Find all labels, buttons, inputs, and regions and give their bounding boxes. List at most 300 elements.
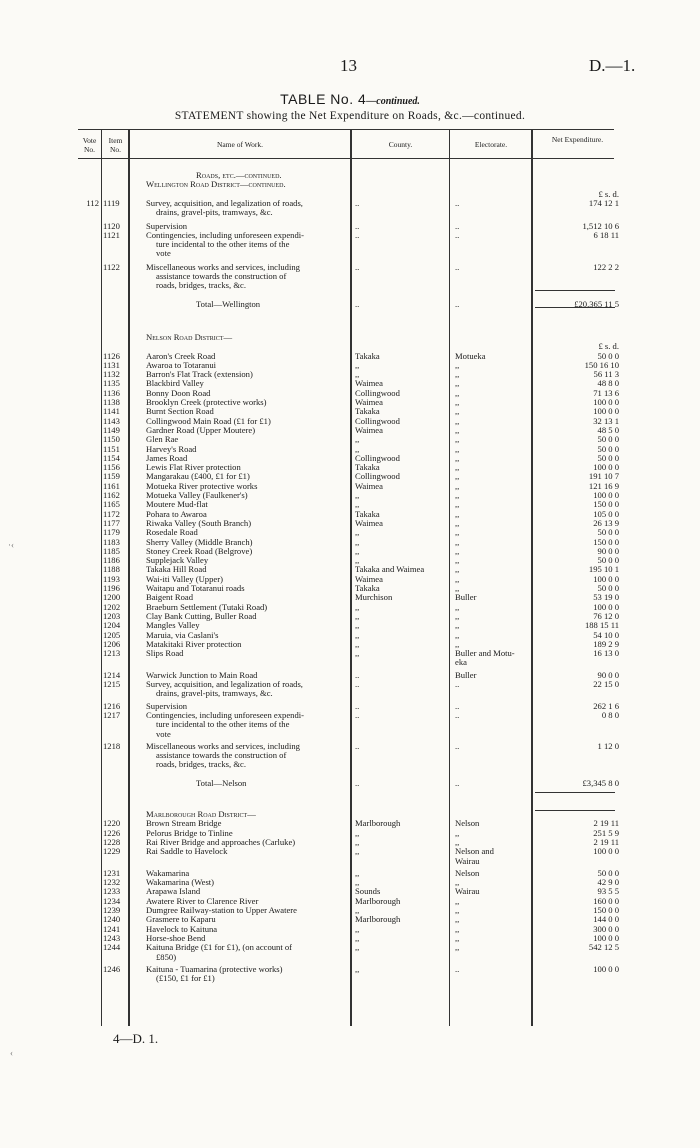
work-name: Barron's Flat Track (extension): [146, 369, 253, 380]
table-top-rule: [78, 129, 614, 130]
work-name: drains, gravel-pits, tramways, &c.: [156, 688, 273, 699]
electorate: Nelson: [455, 818, 480, 829]
work-name: Motueka River protective works: [146, 480, 258, 491]
county: ,,: [355, 499, 360, 510]
electorate: ,,: [455, 629, 460, 640]
margin-mark: ‹: [10, 1048, 13, 1058]
item-number: 1200: [103, 592, 121, 603]
work-name: Waitapu and Totaranui roads: [146, 583, 245, 593]
electorate: ,,: [455, 923, 460, 934]
county: ,,: [355, 601, 360, 612]
net-expenditure: 2 19 11: [593, 818, 619, 829]
table-row: [0, 240, 700, 249]
electorate: ,,: [455, 914, 460, 925]
work-name: ture incidental to the other items of the: [156, 239, 290, 250]
item-number: 1196: [103, 583, 120, 593]
work-name: Miscellaneous works and services, including: [146, 261, 300, 272]
work-name: Havelock to Kaituna: [146, 923, 218, 934]
net-expenditure: 100 0 0: [593, 397, 619, 407]
work-name: Wai-iti Valley (Upper): [146, 573, 223, 584]
county: Waimea: [355, 573, 383, 584]
table-row: [0, 333, 700, 342]
work-name: Mangarakau (£400, £1 for £1): [146, 471, 250, 482]
county: ..: [355, 777, 360, 788]
work-name: Matakitaki River protection: [146, 638, 242, 649]
net-expenditure: 53 19 0: [593, 592, 619, 603]
county: Waimea: [355, 517, 383, 528]
net-expenditure: 16 13 0: [593, 648, 619, 659]
county: ,,: [355, 905, 360, 915]
work-name: Rai River Bridge and approaches (Carluke): [146, 836, 296, 847]
net-expenditure: 150 16 10: [584, 359, 619, 370]
work-name: Brooklyn Creek (protective works): [146, 397, 267, 407]
electorate: Buller: [455, 592, 477, 603]
county: ..: [355, 700, 360, 711]
item-number: 1193: [103, 573, 120, 584]
county: ,,: [355, 629, 360, 640]
net-expenditure: 100 0 0: [593, 846, 619, 857]
item-number: 1165: [103, 499, 120, 510]
work-name: Horse-shoe Bend: [146, 932, 206, 943]
net-expenditure: 50 0 0: [597, 867, 619, 878]
electorate: ,,: [455, 827, 460, 838]
electorate: ,,: [455, 424, 460, 435]
work-name: Clay Bank Cutting, Buller Road: [146, 610, 257, 621]
work-name: Baigent Road: [146, 592, 194, 603]
item-number: 1120: [103, 220, 120, 231]
item-number: 1122: [103, 261, 120, 272]
electorate: ,,: [455, 508, 460, 519]
net-expenditure: 50 0 0: [597, 350, 619, 361]
county: Marlborough: [355, 914, 401, 925]
net-expenditure: £20,365 11 5: [574, 298, 619, 309]
electorate: Nelson: [455, 867, 480, 878]
item-number: 1143: [103, 415, 120, 426]
item-number: 1119: [103, 197, 120, 208]
net-expenditure: 22 15 0: [593, 679, 619, 689]
electorate: eka: [455, 657, 467, 668]
table-row: [0, 171, 700, 180]
county: ,,: [355, 369, 360, 380]
electorate: ..: [455, 220, 460, 231]
net-expenditure: 100 0 0: [593, 963, 619, 974]
work-name: Supplejack Valley: [146, 555, 209, 566]
county: ,,: [355, 846, 360, 857]
net-expenditure: 195 10 1: [588, 564, 619, 575]
table-row: [0, 720, 700, 729]
electorate: ,,: [455, 452, 460, 463]
item-number: 1162: [103, 490, 120, 500]
item-number: 1186: [103, 555, 120, 566]
work-name: assistance towards the construction of: [156, 750, 287, 761]
work-name: Motueka Valley (Faulkener's): [146, 490, 248, 500]
county: ,,: [355, 443, 360, 454]
table-row: [0, 819, 700, 828]
work-name: assistance towards the construction of: [156, 271, 287, 281]
county: ..: [355, 220, 360, 231]
electorate: ..: [455, 709, 460, 720]
header-item: Item No.: [108, 136, 123, 154]
net-expenditure: 100 0 0: [593, 573, 619, 584]
table-row: [0, 943, 700, 952]
county: Collingwood: [355, 415, 400, 426]
county: Takaka: [355, 583, 380, 593]
work-name: Maruia, via Caslani's: [146, 629, 219, 640]
net-expenditure: 160 0 0: [593, 895, 619, 906]
net-expenditure: 251 5 9: [593, 827, 619, 838]
work-name: Arapawa Island: [146, 886, 201, 897]
net-expenditure: 150 0 0: [593, 905, 619, 915]
work-name: Bonny Doon Road: [146, 387, 211, 398]
net-expenditure: 189 2 9: [593, 638, 619, 649]
total-rule-wellington-bottom: [535, 307, 615, 308]
work-name: Pelorus Bridge to Tinline: [146, 827, 233, 838]
item-number: 1136: [103, 387, 120, 398]
county: ..: [355, 679, 360, 689]
table-row: [0, 407, 700, 416]
table-row: [0, 272, 700, 281]
work-name: Slips Road: [146, 648, 184, 659]
work-name: Wellington Road District—continued.: [146, 179, 286, 190]
table-row: [0, 915, 700, 924]
county: ,,: [355, 932, 360, 943]
item-number: 1205: [103, 629, 121, 640]
county: ,,: [355, 648, 360, 659]
work-name: vote: [156, 248, 171, 259]
item-number: 1132: [103, 369, 120, 380]
electorate: ,,: [455, 387, 460, 398]
item-number: 1243: [103, 932, 121, 943]
table-row: [0, 760, 700, 769]
county: ,,: [355, 620, 360, 631]
header-rule: [78, 158, 614, 159]
work-name: roads, bridges, tracks, &c.: [156, 280, 246, 291]
page-number: 13: [340, 56, 357, 75]
net-expenditure: 0 8 0: [601, 709, 619, 720]
header-vote: Vote No.: [82, 136, 97, 154]
county: ,,: [355, 434, 360, 445]
county: Takaka: [355, 462, 380, 473]
table-row: [0, 500, 700, 509]
table-row: [0, 779, 700, 788]
work-name: Takaka Hill Road: [146, 564, 207, 575]
work-name: Gardner Road (Upper Moutere): [146, 424, 256, 435]
electorate: ,,: [455, 359, 460, 370]
item-number: 1206: [103, 638, 121, 649]
electorate: ..: [455, 298, 460, 309]
table-row: [0, 953, 700, 962]
work-name: Contingencies, including unforeseen expendi-: [146, 229, 304, 240]
table-row: [0, 751, 700, 760]
item-number: 1177: [103, 517, 120, 528]
net-expenditure: 100 0 0: [593, 932, 619, 943]
item-number: 1161: [103, 480, 120, 491]
county: Waimea: [355, 424, 383, 435]
item-number: 1226: [103, 827, 121, 838]
net-expenditure: 105 0 0: [593, 508, 619, 519]
work-name: Miscellaneous works and services, including: [146, 740, 300, 751]
work-name: Survey, acquisition, and legalization of roads,: [146, 197, 303, 208]
table-row: [0, 231, 700, 240]
electorate: Motueka: [455, 350, 486, 361]
net-expenditure: 71 13 6: [593, 387, 619, 398]
county: Marlborough: [355, 818, 401, 829]
work-name: Supervision: [146, 220, 188, 231]
table-row: [0, 180, 700, 189]
county: ..: [355, 669, 360, 680]
item-number: 1218: [103, 740, 121, 751]
county: ,,: [355, 545, 360, 556]
table-row: [0, 249, 700, 258]
county: Waimea: [355, 480, 383, 491]
net-expenditure: 42 9 0: [597, 877, 619, 888]
electorate: ,,: [455, 490, 460, 500]
county: ,,: [355, 942, 360, 953]
electorate: Nelson and: [455, 846, 494, 857]
work-name: Total—Wellington: [196, 298, 261, 309]
table-row: [0, 199, 700, 208]
work-name: Contingencies, including unforeseen expendi-: [146, 709, 304, 720]
table-row: [0, 435, 700, 444]
table-row: [0, 974, 700, 983]
electorate: ,,: [455, 555, 460, 566]
item-number: 1234: [103, 895, 121, 906]
net-expenditure: 100 0 0: [593, 462, 619, 473]
work-name: Dumgree Railway-station to Upper Awatere: [146, 905, 297, 915]
net-expenditure: 54 10 0: [593, 629, 619, 640]
item-number: 1229: [103, 846, 121, 857]
work-name: Harvey's Road: [146, 443, 197, 454]
electorate: ..: [455, 700, 460, 711]
work-name: Warwick Junction to Main Road: [146, 669, 258, 680]
work-name: Lewis Flat River protection: [146, 462, 241, 473]
net-expenditure: 48 5 0: [597, 424, 619, 435]
work-name: Marlborough Road District—: [146, 809, 256, 819]
work-name: Burnt Section Road: [146, 406, 214, 417]
table-row: [0, 730, 700, 739]
electorate: ,,: [455, 499, 460, 510]
electorate: Wairau: [455, 855, 480, 866]
electorate: ..: [455, 963, 460, 974]
total-rule-wellington: [535, 290, 615, 291]
net-expenditure: 56 11 3: [593, 369, 619, 380]
work-name: Mangles Valley: [146, 620, 200, 631]
currency-header: £ s. d.: [598, 188, 619, 199]
county: ,,: [355, 555, 360, 566]
item-number: 1220: [103, 818, 121, 829]
header-name: Name of Work.: [216, 140, 264, 149]
item-number: 1156: [103, 462, 120, 473]
electorate: ,,: [455, 378, 460, 389]
county: ,,: [355, 359, 360, 370]
county: ..: [355, 298, 360, 309]
item-number: 1239: [103, 905, 121, 915]
net-expenditure: 32 13 1: [593, 415, 619, 426]
electorate: ,,: [455, 601, 460, 612]
work-name: Supervision: [146, 700, 188, 711]
county: ..: [355, 261, 360, 272]
work-name: Pohara to Awaroa: [146, 508, 207, 519]
work-name: Kaituna Bridge (£1 for £1), (on account of: [146, 942, 293, 953]
county: Takaka and Waimea: [355, 564, 425, 575]
county: ,,: [355, 867, 360, 878]
item-number: 1241: [103, 923, 121, 934]
net-expenditure: 26 13 9: [593, 517, 619, 528]
net-expenditure: 6 18 11: [593, 229, 619, 240]
table-row: [0, 689, 700, 698]
work-name: Kaituna - Tuamarina (protective works): [146, 963, 283, 974]
net-expenditure: 188 15 11: [584, 620, 619, 631]
electorate: ,,: [455, 527, 460, 538]
table-row: [0, 263, 700, 272]
item-number: 1244: [103, 942, 121, 953]
net-expenditure: 100 0 0: [593, 406, 619, 417]
net-expenditure: 174 12 1: [588, 197, 619, 208]
electorate: ..: [455, 229, 460, 240]
county: Takaka: [355, 406, 380, 417]
work-name: roads, bridges, tracks, &c.: [156, 759, 246, 770]
net-expenditure: 90 0 0: [597, 669, 619, 680]
net-expenditure: 90 0 0: [597, 545, 619, 556]
work-name: Riwaka Valley (South Branch): [146, 517, 252, 528]
item-number: 1216: [103, 700, 121, 711]
item-number: 1121: [103, 229, 120, 240]
electorate: ,,: [455, 480, 460, 491]
item-number: 1150: [103, 434, 120, 445]
net-expenditure: 150 0 0: [593, 499, 619, 510]
electorate: ..: [455, 197, 460, 208]
electorate: ,,: [455, 620, 460, 631]
table-row: [0, 208, 700, 217]
electorate: Buller: [455, 669, 477, 680]
net-expenditure: 122 2 2: [593, 261, 619, 272]
electorate: Wairau: [455, 886, 480, 897]
document-code: D.—1.: [589, 56, 636, 75]
margin-mark: ·‹: [8, 540, 14, 550]
electorate: ,,: [455, 397, 460, 407]
electorate: ,,: [455, 545, 460, 556]
county: ,,: [355, 536, 360, 547]
table-title-main: TABLE No. 4: [280, 91, 367, 107]
electorate: ,,: [455, 836, 460, 847]
electorate: ,,: [455, 536, 460, 547]
work-name: Awaroa to Totaranui: [146, 359, 217, 370]
electorate: ..: [455, 777, 460, 788]
work-name: Wakamarina: [146, 867, 190, 878]
work-name: Survey, acquisition, and legalization of roads,: [146, 679, 303, 689]
item-number: 1151: [103, 443, 120, 454]
net-expenditure: 50 0 0: [597, 527, 619, 538]
county: ,,: [355, 963, 360, 974]
work-name: Brown Stream Bridge: [146, 818, 222, 829]
work-name: Aaron's Creek Road: [146, 350, 216, 361]
work-name: ture incidental to the other items of the: [156, 719, 290, 730]
county: ,,: [355, 836, 360, 847]
electorate: ,,: [455, 573, 460, 584]
item-number: 1217: [103, 709, 121, 720]
county: Collingwood: [355, 471, 400, 482]
net-expenditure: 121 16 9: [588, 480, 619, 491]
electorate: Buller and Motu-: [455, 648, 515, 659]
work-name: Sherry Valley (Middle Branch): [146, 536, 253, 547]
work-name: Rai Saddle to Havelock: [146, 846, 228, 857]
county: Waimea: [355, 397, 383, 407]
header-electorate: Electorate.: [474, 140, 508, 149]
item-number: 1141: [103, 406, 120, 417]
electorate: ,,: [455, 583, 460, 593]
table-row: [0, 649, 700, 658]
work-name: Blackbird Valley: [146, 378, 204, 389]
table-row: [0, 281, 700, 290]
county: ..: [355, 709, 360, 720]
work-name: Stoney Creek Road (Belgrove): [146, 545, 253, 556]
net-expenditure: 50 0 0: [597, 555, 619, 566]
county: Marlborough: [355, 895, 401, 906]
county: ,,: [355, 638, 360, 649]
table-row: [0, 342, 700, 351]
county: Sounds: [355, 886, 381, 897]
item-number: 1149: [103, 424, 120, 435]
electorate: ,,: [455, 905, 460, 915]
net-expenditure: 50 0 0: [597, 452, 619, 463]
work-name: (£150, £1 for £1): [156, 973, 215, 984]
electorate: ..: [455, 740, 460, 751]
net-expenditure: 48 8 0: [597, 378, 619, 389]
table-row: [0, 680, 700, 689]
net-expenditure: 50 0 0: [597, 443, 619, 454]
item-number: 1202: [103, 601, 121, 612]
item-number: 1131: [103, 359, 120, 370]
work-name: Awatere River to Clarence River: [146, 895, 259, 906]
work-name: Roads, etc.—continued.: [196, 170, 282, 180]
county: Collingwood: [355, 387, 400, 398]
electorate: ,,: [455, 564, 460, 575]
table-row: [0, 965, 700, 974]
electorate: ,,: [455, 406, 460, 417]
work-name: vote: [156, 728, 171, 739]
net-expenditure: 262 1 6: [593, 700, 619, 711]
net-expenditure: 1 12 0: [597, 740, 619, 751]
item-number: 1246: [103, 963, 121, 974]
work-name: James Road: [146, 452, 188, 463]
county: ,,: [355, 610, 360, 621]
header-county: County.: [388, 140, 413, 149]
currency-header: £ s. d.: [598, 341, 619, 352]
work-name: Nelson Road District—: [146, 331, 233, 342]
table-row: [0, 711, 700, 720]
item-number: 1126: [103, 350, 120, 361]
item-number: 1183: [103, 536, 120, 547]
vote-number: 112: [86, 197, 99, 208]
item-number: 1213: [103, 648, 121, 659]
net-expenditure: 2 19 11: [593, 836, 619, 847]
table-row: [0, 742, 700, 751]
electorate: ,,: [455, 942, 460, 953]
total-rule-nelson-bottom: [535, 810, 615, 811]
item-number: 1214: [103, 669, 121, 680]
item-number: 1154: [103, 452, 120, 463]
item-number: 1232: [103, 877, 121, 888]
net-expenditure: 191 10 7: [588, 471, 619, 482]
net-expenditure: 76 12 0: [593, 610, 619, 621]
electorate: ..: [455, 261, 460, 272]
item-number: 1188: [103, 564, 120, 575]
county: ,,: [355, 527, 360, 538]
item-number: 1240: [103, 914, 121, 925]
county: ..: [355, 740, 360, 751]
table-row: [0, 593, 700, 602]
net-expenditure: 100 0 0: [593, 601, 619, 612]
